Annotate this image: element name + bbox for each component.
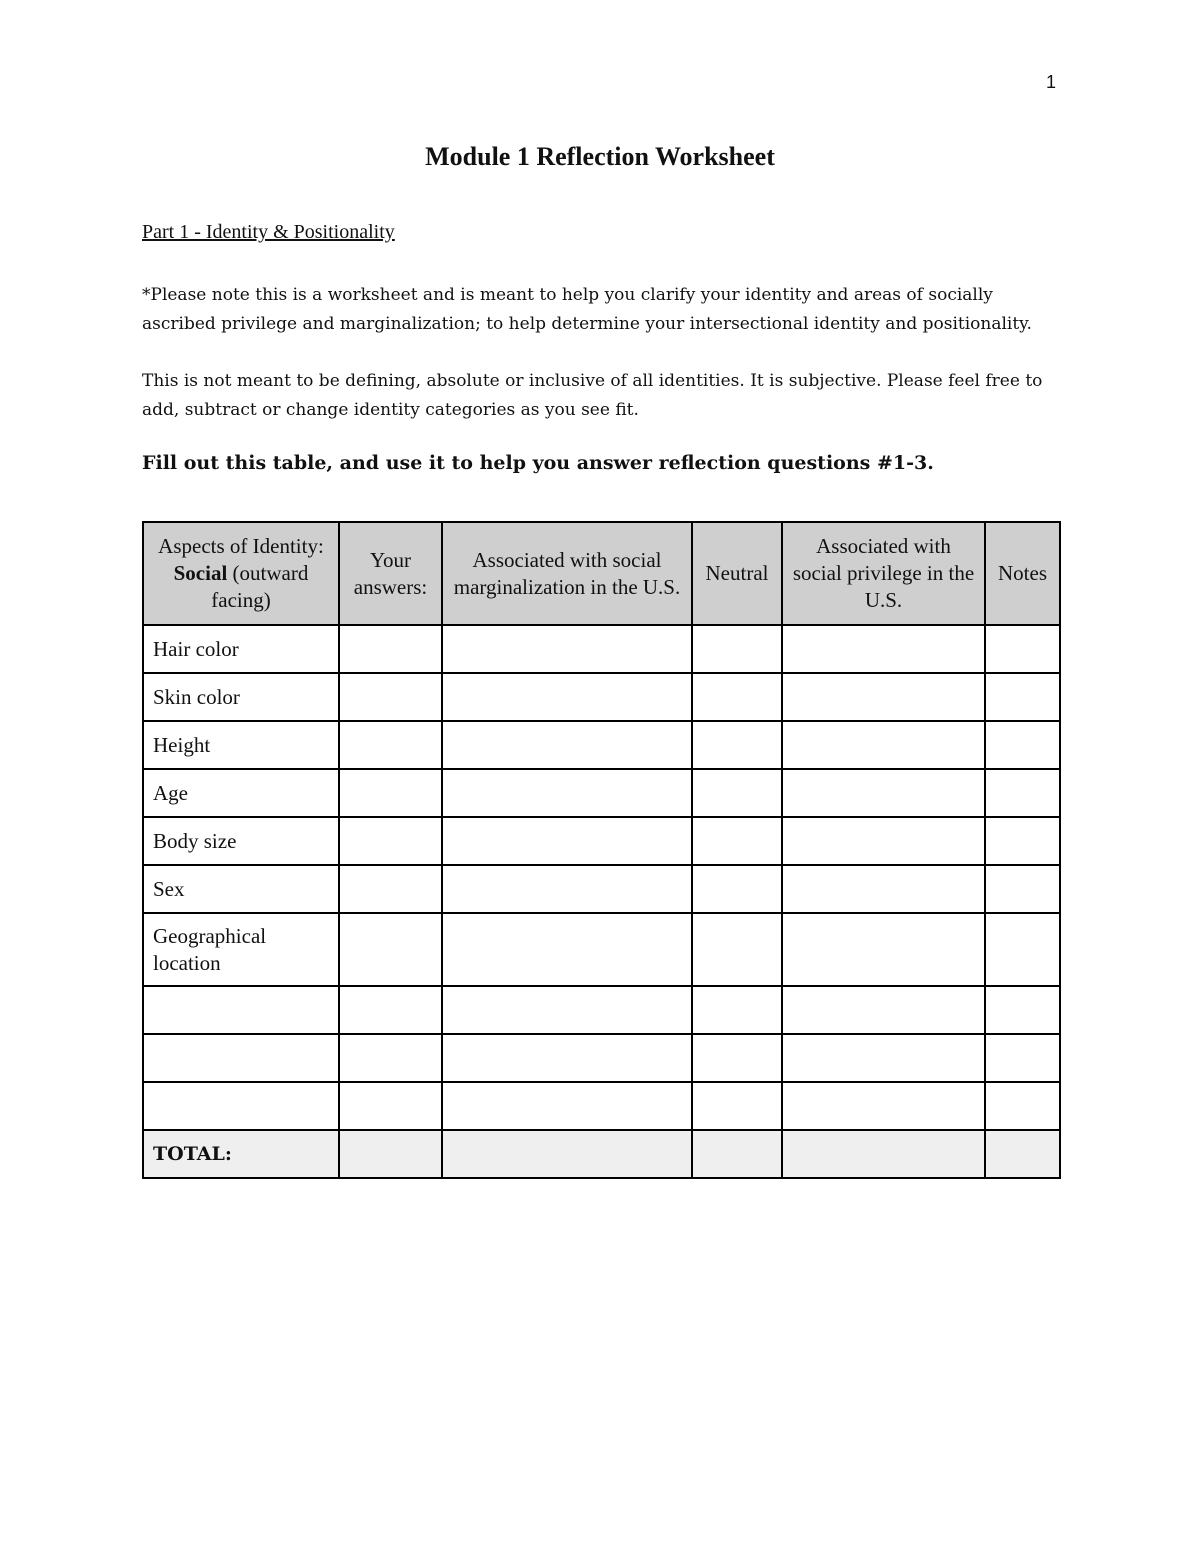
table-row <box>143 721 1060 769</box>
row-label: Sex <box>143 865 339 913</box>
row-label: Geographical location <box>143 913 339 986</box>
privilege-cell[interactable] <box>782 865 985 913</box>
answer-cell[interactable] <box>339 769 442 817</box>
marginalization-cell[interactable] <box>442 1082 692 1130</box>
table-row <box>143 673 1060 721</box>
page-title: Module 1 Reflection Worksheet <box>425 142 775 171</box>
header-aspects <box>143 522 339 625</box>
header-aspects-post: (outward facing) <box>211 561 309 612</box>
identity-table <box>142 521 1061 1179</box>
neutral-cell[interactable] <box>692 625 782 673</box>
answer-cell[interactable] <box>339 817 442 865</box>
privilege-cell[interactable] <box>782 721 985 769</box>
row-label: Hair color <box>143 625 339 673</box>
neutral-cell[interactable] <box>692 769 782 817</box>
neutral-cell[interactable] <box>692 817 782 865</box>
privilege-cell[interactable] <box>782 986 985 1034</box>
answer-cell[interactable] <box>339 721 442 769</box>
marginalization-cell[interactable] <box>442 913 692 986</box>
marginalization-cell[interactable] <box>442 769 692 817</box>
privilege-cell[interactable] <box>782 769 985 817</box>
privilege-cell[interactable] <box>782 817 985 865</box>
marginalization-cell[interactable] <box>442 865 692 913</box>
privilege-cell[interactable] <box>782 913 985 986</box>
marginalization-cell[interactable] <box>442 986 692 1034</box>
row-label: Skin color <box>143 673 339 721</box>
total-marginalization-cell[interactable] <box>442 1130 692 1178</box>
answer-cell[interactable] <box>339 625 442 673</box>
table-row <box>143 625 1060 673</box>
row-label: Age <box>143 769 339 817</box>
notes-cell[interactable] <box>985 625 1060 673</box>
page-number: 1 <box>1046 72 1057 92</box>
privilege-cell[interactable] <box>782 625 985 673</box>
total-neutral-cell[interactable] <box>692 1130 782 1178</box>
neutral-cell[interactable] <box>692 673 782 721</box>
header-marginalization: Associated with social marginalization in the U.S. <box>442 522 692 625</box>
table-row <box>143 817 1060 865</box>
answer-cell[interactable] <box>339 673 442 721</box>
table-row <box>143 865 1060 913</box>
neutral-cell[interactable] <box>692 1034 782 1082</box>
neutral-cell[interactable] <box>692 913 782 986</box>
notes-cell[interactable] <box>985 986 1060 1034</box>
answer-cell[interactable] <box>339 1034 442 1082</box>
header-aspects-bold: Social <box>173 561 228 585</box>
notes-cell[interactable] <box>985 1082 1060 1130</box>
neutral-cell[interactable] <box>692 986 782 1034</box>
notes-cell[interactable] <box>985 673 1060 721</box>
answer-cell[interactable] <box>339 1082 442 1130</box>
total-notes-cell[interactable] <box>985 1130 1060 1178</box>
row-label[interactable] <box>143 986 339 1034</box>
note-paragraph: *Please note this is a worksheet and is meant to help you clarify your identity and areas of socially ascribed privilege and marginalization; to help determine your intersectional identity and positionality. <box>142 285 1032 334</box>
header-neutral: Neutral <box>692 522 782 625</box>
privilege-cell[interactable] <box>782 673 985 721</box>
instruction-text: Fill out this table, and use it to help you answer reflection questions #1-3. <box>142 452 934 474</box>
table-row <box>143 986 1060 1034</box>
total-privilege-cell[interactable] <box>782 1130 985 1178</box>
notes-cell[interactable] <box>985 865 1060 913</box>
marginalization-cell[interactable] <box>442 721 692 769</box>
marginalization-cell[interactable] <box>442 625 692 673</box>
total-answer-cell[interactable] <box>339 1130 442 1178</box>
answer-cell[interactable] <box>339 986 442 1034</box>
table-row <box>143 769 1060 817</box>
total-label: TOTAL: <box>143 1130 339 1178</box>
table-row <box>143 1034 1060 1082</box>
row-label: Height <box>143 721 339 769</box>
header-aspects-pre: Aspects of Identity: <box>158 534 324 558</box>
neutral-cell[interactable] <box>692 721 782 769</box>
notes-cell[interactable] <box>985 817 1060 865</box>
row-label[interactable] <box>143 1082 339 1130</box>
answer-cell[interactable] <box>339 865 442 913</box>
header-privilege: Associated with social privilege in the U.S. <box>782 522 985 625</box>
notes-cell[interactable] <box>985 721 1060 769</box>
disclaimer-paragraph: This is not meant to be defining, absolute or inclusive of all identities. It is subjective. Please feel free to add, subtract or change identity categories as you see fit. <box>142 371 1043 420</box>
marginalization-cell[interactable] <box>442 1034 692 1082</box>
neutral-cell[interactable] <box>692 865 782 913</box>
marginalization-cell[interactable] <box>442 673 692 721</box>
neutral-cell[interactable] <box>692 1082 782 1130</box>
answer-cell[interactable] <box>339 913 442 986</box>
privilege-cell[interactable] <box>782 1034 985 1082</box>
header-your-answers: Your answers: <box>339 522 442 625</box>
notes-cell[interactable] <box>985 769 1060 817</box>
table-header-row <box>143 522 1060 625</box>
part-heading: Part 1 - Identity & Positionality <box>142 221 395 243</box>
row-label: Body size <box>143 817 339 865</box>
notes-cell[interactable] <box>985 913 1060 986</box>
marginalization-cell[interactable] <box>442 817 692 865</box>
table-row <box>143 913 1060 986</box>
total-row <box>143 1130 1060 1178</box>
notes-cell[interactable] <box>985 1034 1060 1082</box>
privilege-cell[interactable] <box>782 1082 985 1130</box>
header-notes: Notes <box>985 522 1060 625</box>
table-row <box>143 1082 1060 1130</box>
row-label[interactable] <box>143 1034 339 1082</box>
